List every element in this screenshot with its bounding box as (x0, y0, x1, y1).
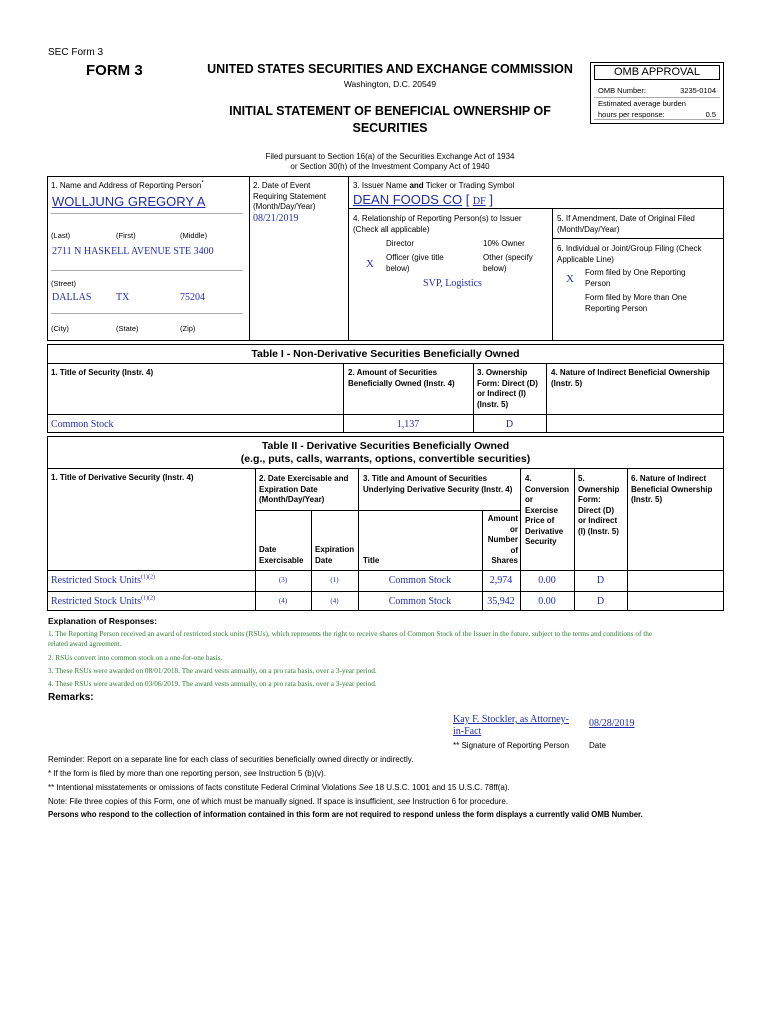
event-date-value: 08/21/2019 (253, 213, 299, 224)
first-name-label: (First) (116, 231, 136, 240)
table2-col6-header: 6. Nature of Indirect Beneficial Ownership (Instr. 5) (631, 474, 713, 504)
table2-expiration-date: (1) (330, 576, 339, 584)
table2-col1-header: 1. Title of Derivative Security (Instr. 4) (51, 473, 194, 482)
filed-pursuant-line1: Filed pursuant to Section 16(a) of the Securities Exchange Act of 1934 (265, 152, 515, 161)
omb-burden-label: Estimated average burden (598, 99, 686, 108)
issuer-name-row: DEAN FOODS CO [ DF ] (353, 192, 493, 207)
table2-ownership-form: D (596, 596, 605, 607)
signature-label: ** Signature of Reporting Person (453, 741, 570, 750)
filing-one-person-option: Form filed by One Reporting Person (585, 268, 686, 288)
signature-value: Kay F. Stockler, as Attorney- in-Fact (453, 714, 570, 737)
date-label: Date (589, 741, 606, 750)
footnote-1: 1. The Reporting Person received an award of restricted stock units (RSUs), which represents the right to receive shares of Common Stock of the Issuer in the future, subject to the terms and conditions of the related award agreement. (48, 629, 653, 648)
table1-col1-header: 1. Title of Security (Instr. 4) (51, 368, 154, 377)
omb-number-label: OMB Number: (598, 86, 646, 95)
relationship-label: 4. Relationship of Reporting Person(s) to Issuer (Check all applicable) (353, 214, 522, 234)
filed-pursuant-line2: or Section 30(h) of the Investment Company Act of 1940 (290, 162, 490, 171)
city-value: DALLAS (52, 292, 92, 303)
omb-number-value: 3235-0104 (680, 86, 716, 95)
table2-underlying-title: Common Stock (388, 596, 452, 607)
table2-col5-header: 5. Ownership Form: Direct (D) or Indirect (I) (Instr. 5) (578, 474, 620, 536)
director-option: Director (386, 239, 415, 248)
table2-underlying-shares: 35,942 (487, 596, 515, 607)
table2-derivative-title: Restricted Stock Units$^{(1)(2)}$ (51, 574, 155, 586)
zip-label: (Zip) (180, 324, 196, 333)
omb-title: OMB APPROVAL (594, 65, 720, 80)
footnote-4: 4. These RSUs were awarded on 03/06/2019. The award vests annually, on a pro rata basis, over a 3-year period. (48, 679, 377, 688)
agency-location: Washington, D.C. 20549 (343, 79, 437, 89)
explanation-title: Explanation of Responses: (48, 616, 158, 626)
reporting-person-label: 1. Name and Address of Reporting Person* (51, 180, 204, 190)
footer-note-2: ** Intentional misstatements or omissions of facts constitute Federal Criminal Violations See 18 U.S.C. 1001 and 15 U.S.C. 78ff(a). (48, 783, 510, 792)
agency-title: UNITED STATES SECURITIES AND EXCHANGE COMMISSION (207, 62, 573, 76)
table2-derivative-title: Restricted Stock Units$^{(1)(2)}$ (51, 595, 155, 607)
issuer-label: 3. Issuer Name and Ticker or Trading Symbol (353, 181, 515, 190)
table1-amount: 1,137 (396, 419, 420, 430)
state-label: (State) (116, 324, 139, 333)
street-address-value: 2711 N HASKELL AVENUE STE 3400 (52, 246, 214, 257)
table1-title: Table I - Non-Derivative Securities Beneficially Owned (251, 348, 520, 360)
table2-ownership-form: D (596, 575, 605, 586)
table2-conversion-price: 0.00 (538, 575, 556, 586)
signature-date-value: 08/28/2019 (589, 718, 635, 729)
filing-multi-person-option: Form filed by More than One Reporting Person (585, 293, 687, 313)
table2-col2-header: 2. Date Exercisable and Expiration Date (Month/Day/Year) (259, 474, 349, 504)
statement-title-line2: SECURITIES (352, 121, 428, 135)
issuer-name-link[interactable]: DEAN FOODS CO (353, 192, 463, 207)
state-value: TX (116, 292, 130, 303)
officer-checkmark: X (366, 258, 374, 270)
table2-date-exercisable: (4) (278, 597, 288, 605)
table2-expiration-date: (4) (330, 597, 339, 605)
table1-ownership-form: D (505, 419, 514, 430)
officer-option: Officer (give title below) (386, 253, 444, 273)
table2-conversion-price: 0.00 (538, 596, 556, 607)
form-title: FORM 3 (86, 62, 143, 79)
ten-percent-owner-option: 10% Owner (483, 239, 525, 248)
middle-name-label: (Middle) (180, 231, 208, 240)
last-name-label: (Last) (51, 231, 71, 240)
table2-col3-header: 3. Title and Amount of Securities Underlying Derivative Security (Instr. 4) (363, 474, 513, 494)
reporting-person-name[interactable]: WOLLJUNG GREGORY A (52, 194, 206, 209)
table2-underlying-shares: 2,974 (489, 575, 513, 586)
omb-notice: Persons who respond to the collection of information contained in this form are not required to respond unless the form displays a currently valid OMB Number. (48, 810, 643, 819)
table2-title-line1: Table II - Derivative Securities Beneficially Owned (261, 440, 510, 452)
one-person-checkmark: X (566, 273, 574, 285)
footnote-2: 2. RSUs convert into common stock on a one-for-one basis. (48, 653, 223, 662)
event-date-label: 2. Date of Event Requiring Statement (Month/Day/Year) (253, 181, 326, 211)
street-label: (Street) (51, 279, 77, 288)
omb-hours-value: 0.5 (705, 110, 716, 119)
table2-shares-header: Amount or Number of Shares (487, 514, 518, 565)
table2-title-line2: (e.g., puts, calls, warrants, options, convertible securities) (240, 453, 531, 465)
table2-date-exercisable: (3) (278, 576, 288, 584)
footer-note-3: Note: File three copies of this Form, one of which must be manually signed. If space is insufficient, see Instruction 6 for procedure. (48, 797, 509, 806)
table2-underlying-title-header: Title (363, 556, 380, 565)
amendment-label: 5. If Amendment, Date of Original Filed (Month/Day/Year) (557, 214, 695, 234)
city-label: (City) (51, 324, 69, 333)
table2-date-exercisable-header: Date Exercisable (259, 545, 304, 565)
officer-title-value: SVP, Logistics (423, 278, 482, 289)
table2-col4-header: 4. Conversion or Exercise Price of Derivative Security (525, 474, 570, 546)
other-option: Other (specify below) (483, 253, 533, 273)
sec-form-label: SEC Form 3 (48, 47, 104, 58)
statement-title-line1: INITIAL STATEMENT OF BENEFICIAL OWNERSHIP OF (229, 104, 551, 118)
footnote-3: 3. These RSUs were awarded on 08/01/2018. The award vests annually, on a pro rata basis, over a 3-year period. (48, 666, 377, 675)
table2-underlying-title: Common Stock (388, 575, 452, 586)
issuer-ticker-link[interactable]: DF (472, 196, 486, 207)
remarks-title: Remarks: (48, 692, 94, 703)
omb-hours-label: hours per response: (598, 110, 665, 119)
zip-value: 75204 (180, 292, 205, 303)
table1-col2-header: 2. Amount of Securities Beneficially Owned (Instr. 4) (348, 368, 455, 388)
table1-col3-header: 3. Ownership Form: Direct (D) or Indirect (I) (Instr. 5) (477, 368, 538, 409)
table1-security-title: Common Stock (51, 419, 114, 430)
filing-type-label: 6. Individual or Joint/Group Filing (Check Applicable Line) (557, 244, 702, 264)
table2-expiration-header: Expiration Date (315, 545, 355, 565)
footer-note-1: * If the form is filed by more than one reporting person, see Instruction 5 (b)(v). (48, 769, 326, 778)
reminder-text: Reminder: Report on a separate line for each class of securities beneficially owned directly or indirectly. (48, 755, 414, 764)
table1-col4-header: 4. Nature of Indirect Beneficial Ownership (Instr. 5) (551, 368, 710, 388)
